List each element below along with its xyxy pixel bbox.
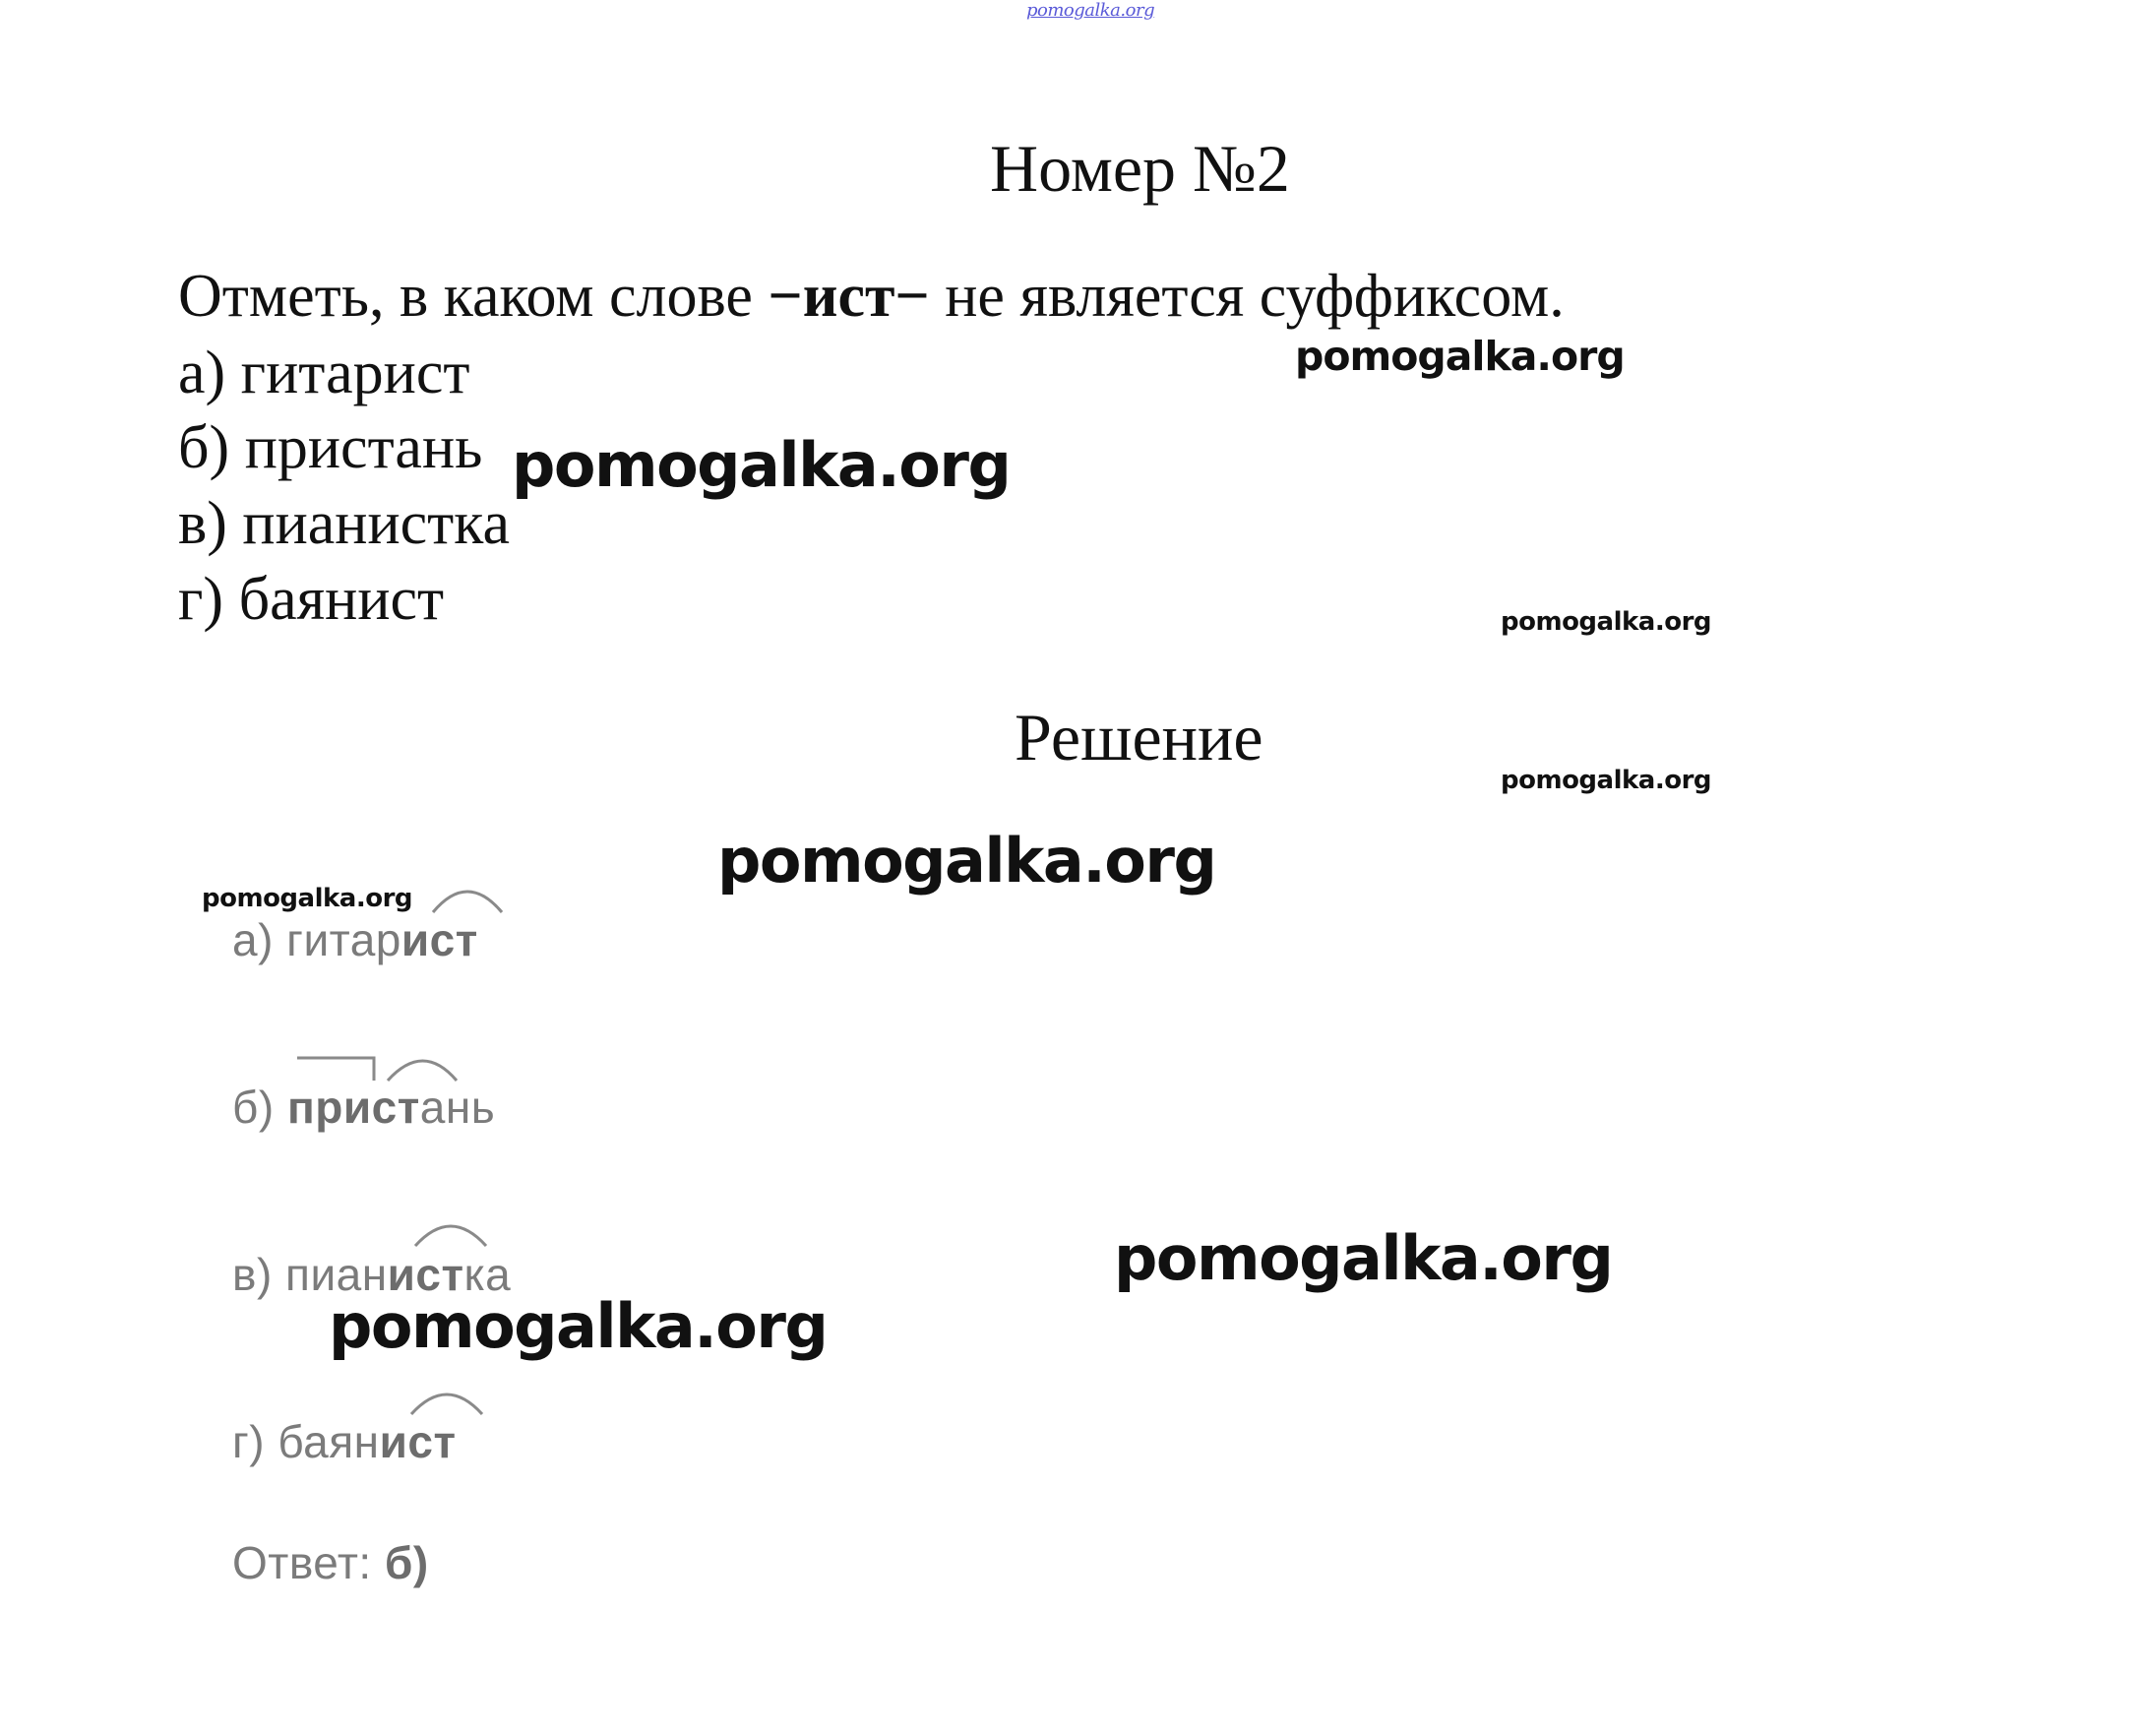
answer-label: Ответ:	[232, 1537, 385, 1588]
task-title: Номер №2	[990, 131, 1290, 206]
option-b: б) пристань	[178, 414, 483, 481]
root-bracket-mark	[297, 1058, 374, 1081]
solution-item-prefix: г) баян	[232, 1416, 380, 1467]
solution-item-prefix: а) гитар	[232, 914, 401, 965]
suffix-arc-mark	[411, 1394, 482, 1414]
watermark: pomogalka.org	[1501, 607, 1712, 637]
watermark: pomogalka.org	[512, 429, 1011, 501]
question-text-before: Отметь, в каком слове	[178, 263, 769, 330]
suffix-arc-mark	[415, 1226, 486, 1246]
question-text-after: не является суффиксом.	[929, 263, 1565, 330]
suffix-arc-mark	[433, 892, 502, 912]
solution-title: Решение	[1015, 700, 1263, 774]
solution-item-a	[232, 913, 478, 966]
solution-item-morpheme: прист	[286, 1082, 420, 1133]
watermark: pomogalka.org	[329, 1290, 828, 1362]
solution-item-prefix: б)	[232, 1082, 287, 1133]
watermark: pomogalka.org	[1114, 1222, 1613, 1294]
solution-item-d	[232, 1415, 456, 1468]
task-question	[178, 262, 1565, 332]
solution-item-rest: ка	[463, 1249, 512, 1300]
watermark: pomogalka.org	[1501, 766, 1712, 795]
option-d: г) баянист	[178, 566, 445, 633]
solution-item-rest: ань	[419, 1082, 496, 1133]
site-link[interactable]: pomogalka.org	[1026, 0, 1155, 21]
solution-item-prefix: в) пиан	[232, 1249, 388, 1300]
watermark: pomogalka.org	[1295, 333, 1625, 380]
solution-item-b	[232, 1081, 495, 1134]
option-c: в) пианистка	[178, 490, 510, 557]
solution-item-morpheme: ист	[387, 1249, 464, 1300]
solution-answer	[232, 1536, 429, 1589]
option-a: а) гитарист	[178, 340, 470, 406]
question-suffix: −ист−	[768, 263, 930, 330]
solution-item-morpheme: ист	[400, 914, 478, 965]
watermark: pomogalka.org	[717, 825, 1216, 897]
watermark: pomogalka.org	[202, 884, 413, 913]
answer-value: б)	[384, 1537, 429, 1588]
suffix-arc-mark	[388, 1061, 457, 1081]
solution-item-morpheme: ист	[379, 1416, 457, 1467]
